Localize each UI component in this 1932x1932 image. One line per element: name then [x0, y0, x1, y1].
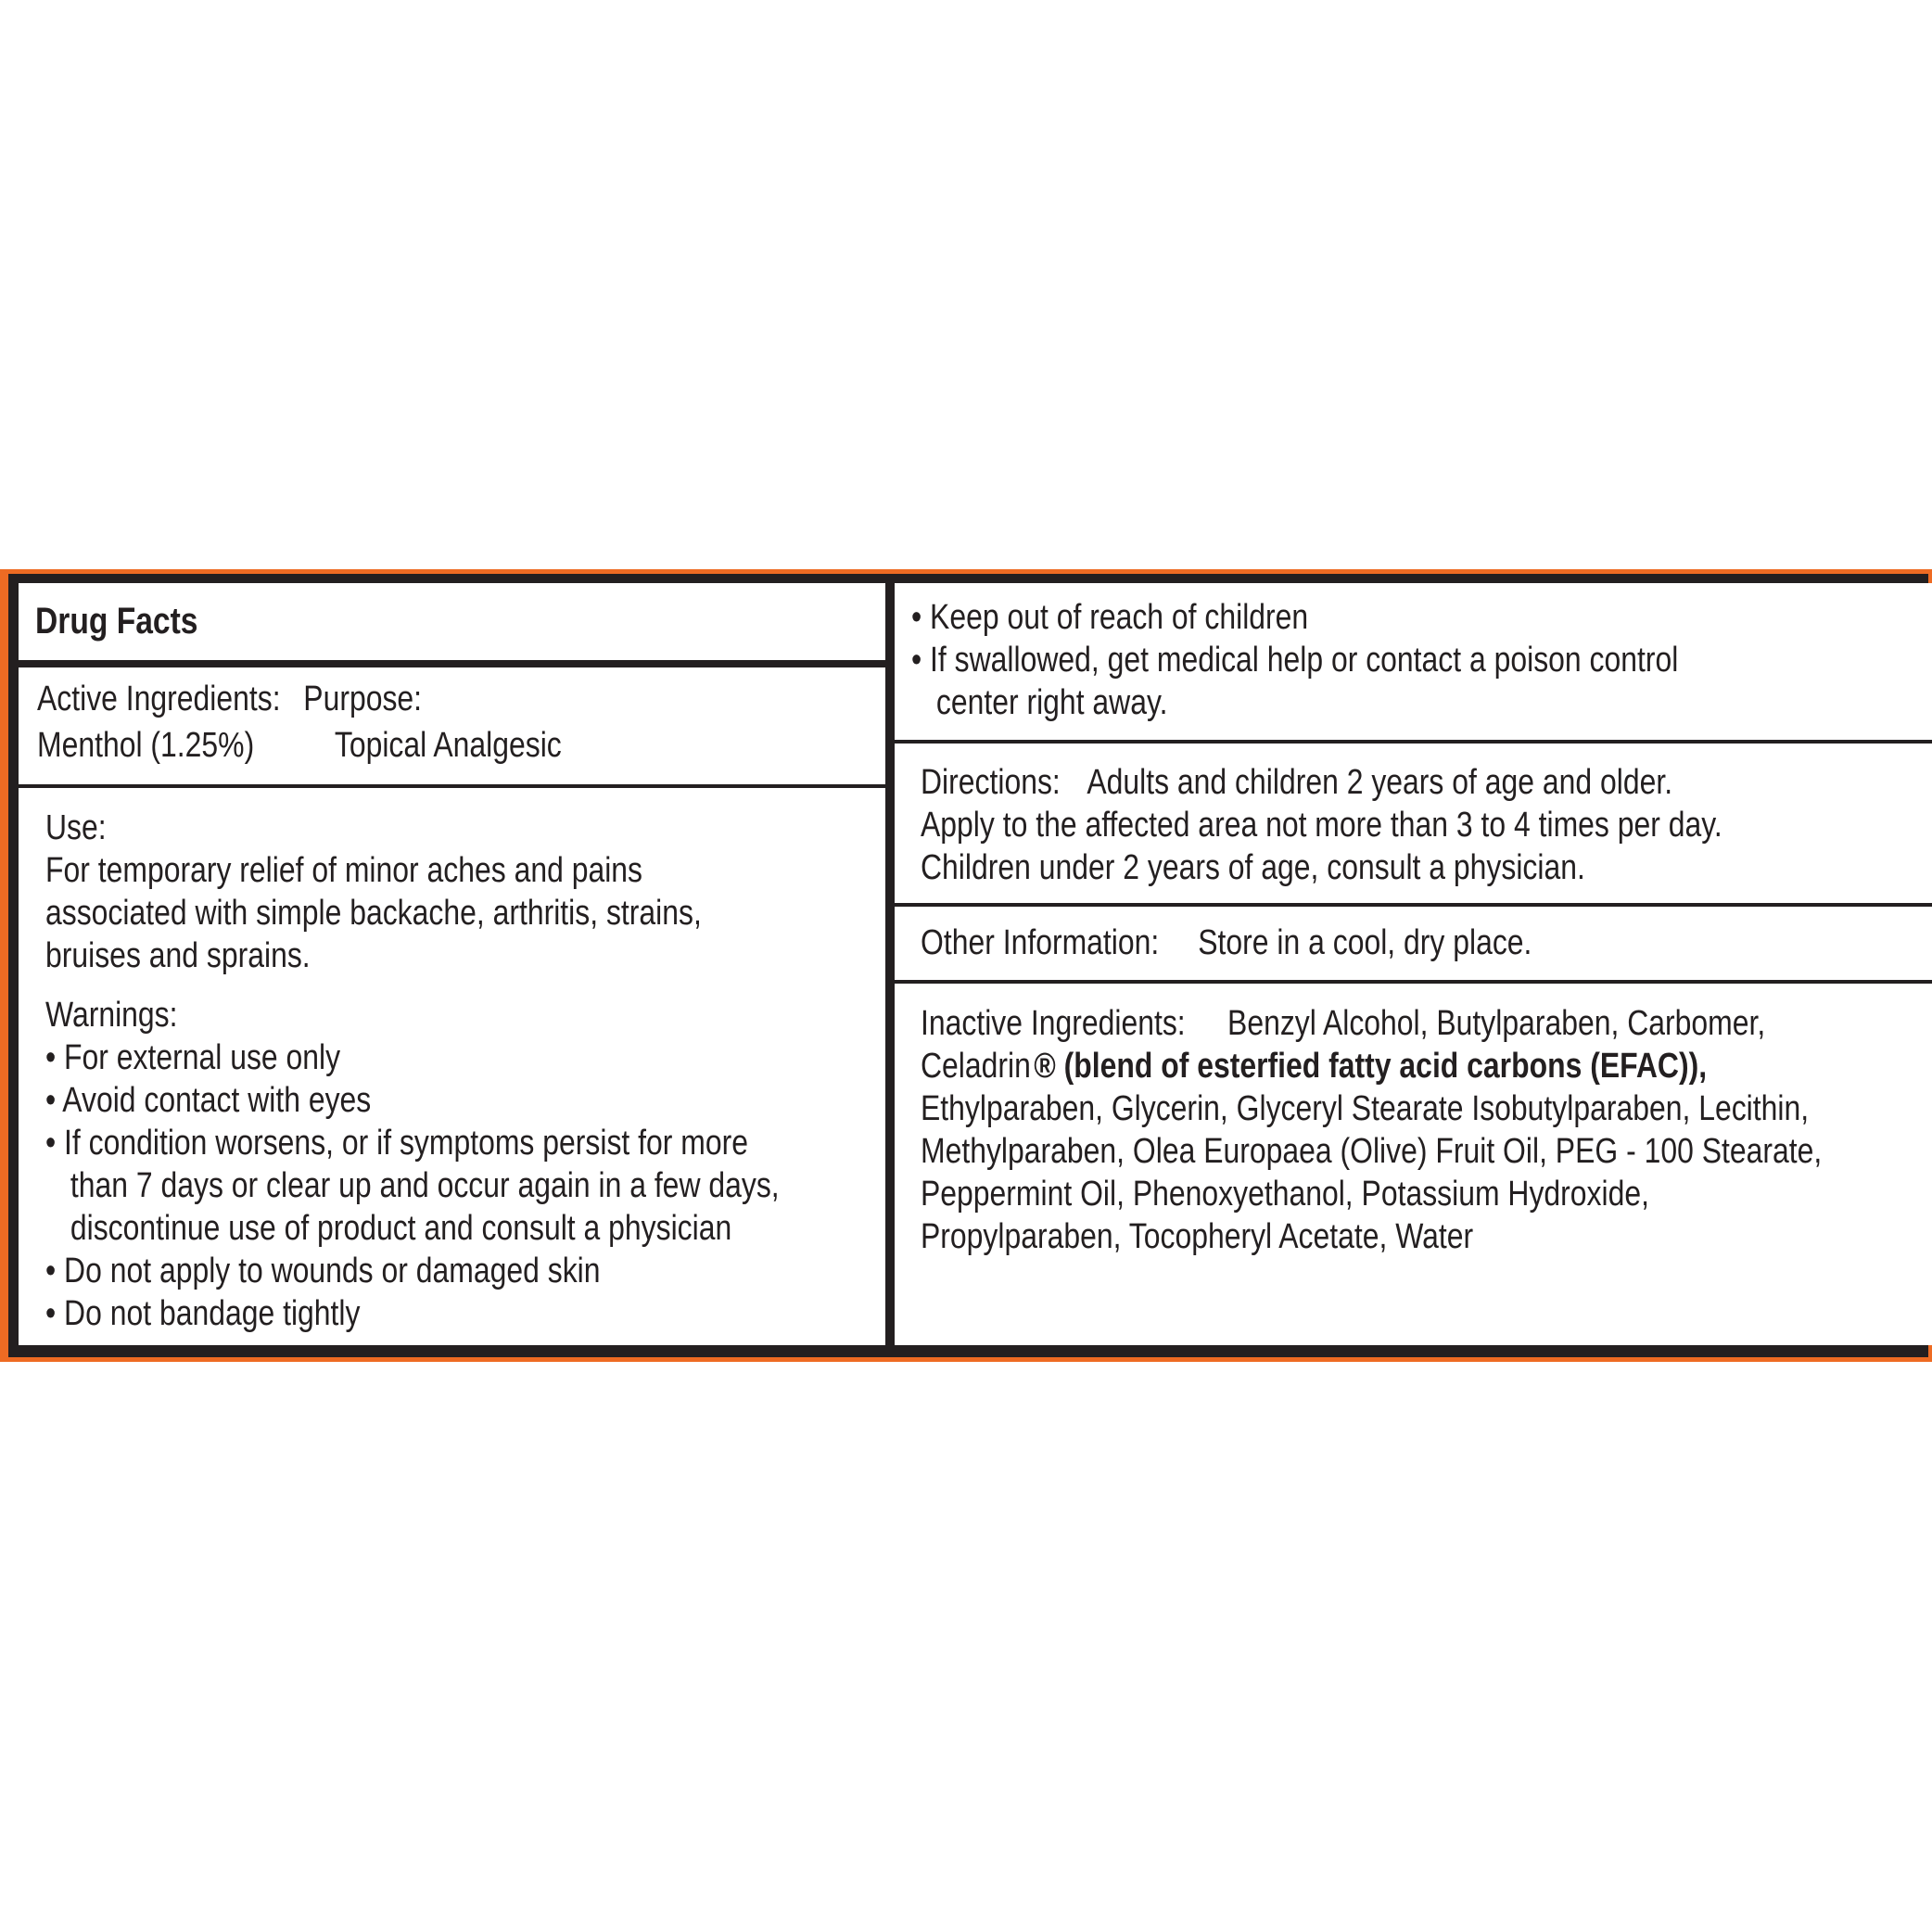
- directions-section: [895, 744, 1932, 907]
- inactive-ingredients-section: [895, 984, 1932, 1345]
- inactive-ingredients-label: Inactive Ingredients:: [921, 1004, 1186, 1043]
- inactive-line: Peppermint Oil, Phenoxyethanol, Potassium Hydroxide,: [921, 1175, 1649, 1214]
- keep-out-line: • If swallowed, get medical help or contact a poison control: [911, 641, 1679, 680]
- celadrin-name: Celadrin: [921, 1047, 1031, 1086]
- keep-out-line: • Keep out of reach of children: [911, 598, 1309, 637]
- celadrin-description: (blend of esterfied fatty acid carbons (EFAC)),: [1063, 1047, 1708, 1086]
- other-information-section: [895, 907, 1932, 984]
- left-column: [19, 583, 885, 1345]
- warning-item: • If condition worsens, or if symptoms persist for more: [45, 1124, 748, 1163]
- use-line: For temporary relief of minor aches and pains: [45, 851, 643, 890]
- drug-facts-header: [19, 583, 885, 664]
- warnings-label: Warnings:: [45, 996, 178, 1035]
- warning-item-continued: than 7 days or clear up and occur again in a few days,: [70, 1166, 780, 1205]
- warning-item: • Do not bandage tightly: [45, 1294, 361, 1333]
- use-line: associated with simple backache, arthritis, strains,: [45, 894, 702, 933]
- drug-facts-title: Drug Facts: [35, 601, 198, 642]
- purpose-label: Purpose:: [303, 680, 423, 718]
- other-information-label: Other Information:: [921, 923, 1160, 962]
- directions-label: Directions:: [921, 763, 1061, 802]
- right-column: [895, 583, 1932, 1345]
- active-ingredient: Menthol (1.25%): [37, 726, 255, 765]
- use-label: Use:: [45, 808, 107, 847]
- use-line: bruises and sprains.: [45, 936, 311, 975]
- directions-line: Adults and children 2 years of age and older.: [1087, 763, 1673, 802]
- use-warnings-section: [19, 788, 885, 1345]
- inactive-line: Methylparaben, Olea Europaea (Olive) Fruit Oil, PEG - 100 Stearate,: [921, 1132, 1823, 1171]
- purpose-value: Topical Analgesic: [334, 726, 562, 765]
- drug-facts-label: [19, 583, 1916, 1345]
- inactive-line: Propylparaben, Tocopheryl Acetate, Water: [921, 1217, 1474, 1256]
- directions-line: Children under 2 years of age, consult a physician.: [921, 848, 1585, 887]
- warning-item: • For external use only: [45, 1038, 341, 1077]
- warning-item: • Avoid contact with eyes: [45, 1081, 372, 1120]
- other-information-text: Store in a cool, dry place.: [1198, 923, 1532, 962]
- warning-item-continued: discontinue use of product and consult a physician: [70, 1209, 732, 1248]
- inactive-line: Benzyl Alcohol, Butylparaben, Carbomer,: [1227, 1004, 1766, 1043]
- directions-line: Apply to the affected area not more than 3 to 4 times per day.: [921, 806, 1722, 845]
- warning-item: • Do not apply to wounds or damaged skin: [45, 1252, 601, 1290]
- registered-mark: ®: [1034, 1047, 1056, 1086]
- keep-out-section: [895, 583, 1932, 744]
- inactive-line: Ethylparaben, Glycerin, Glyceryl Stearate Isobutylparaben, Lecithin,: [921, 1089, 1810, 1128]
- active-ingredients-label: Active Ingredients:: [37, 680, 281, 718]
- keep-out-line: center right away.: [935, 683, 1168, 722]
- active-ingredients-section: [19, 662, 885, 788]
